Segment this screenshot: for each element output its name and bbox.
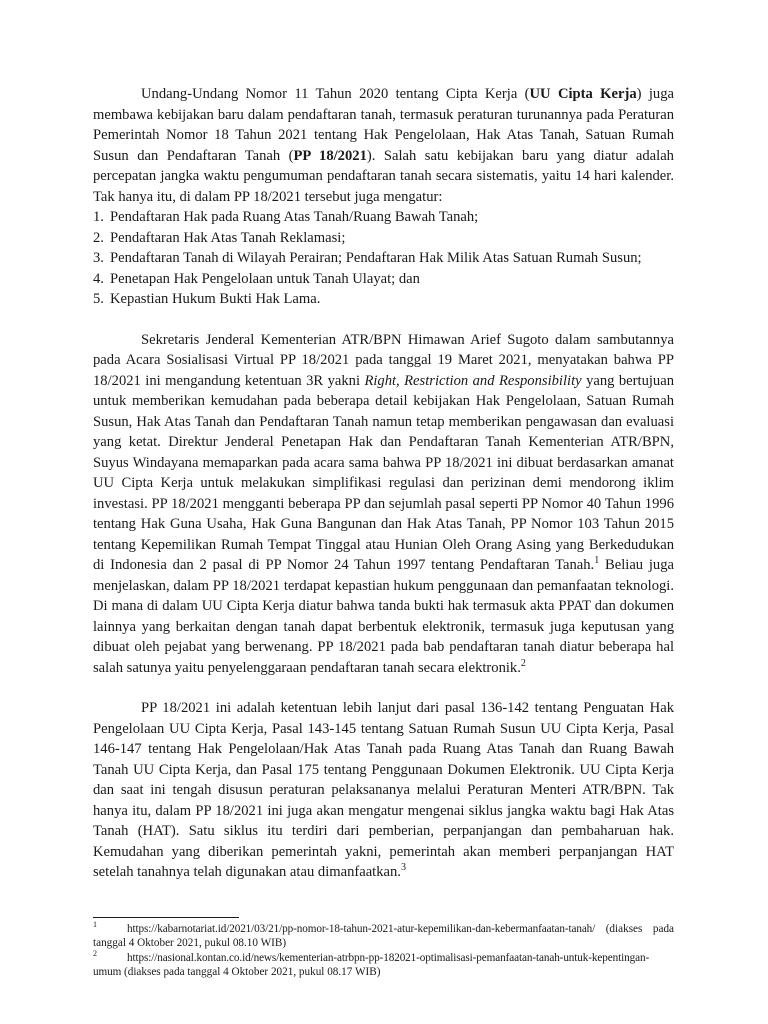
list-item: [93, 228, 674, 249]
list-number: 4.: [93, 270, 104, 287]
paragraph-gap: [93, 678, 674, 698]
numbered-list: [93, 207, 674, 310]
footnote-mark: 2: [93, 949, 97, 959]
footnote-link[interactable]: https://kabarnotariat.id/2021/03/21/pp-nomor-18-tahun-2021-atur-kepemilikan-dan-kebermanfaatan-tanah/: [127, 923, 596, 935]
paragraph-text: Undang-Undang Nomor 11 Tahun 2020 tentang Cipta Kerja (: [141, 86, 530, 102]
list-number: 3.: [93, 250, 104, 266]
list-text: Penetapan Hak Pengelolaan untuk Tanah Ulayat; dan: [110, 270, 420, 287]
footnote-reference[interactable]: 3: [400, 862, 406, 874]
list-text: Pendaftaran Tanah di Wilayah Perairan; Pendaftaran Hak Milik Atas Satuan Rumah Susun;: [110, 250, 642, 266]
paragraph-2: [93, 330, 674, 679]
list-text: Kepastian Hukum Bukti Hak Lama.: [110, 291, 321, 307]
list-item: [93, 269, 674, 290]
paragraph-text: yang bertujuan untuk memberikan kemudahan pada beberapa detail kebijakan Hak Pengelolaan, Satuan Rumah Susun, Hak Atas Tanah dan Pendaftaran Tanah namun tetap memberikan pengawasan dan evaluasi yang ketat. Direktur Jenderal Penetapan Hak dan Pendaftaran Tanah Kementerian ATR/BPN, Suyus Windayana memaparkan pada acara sama bahwa PP 18/2021 ini dibuat berdasarkan amanat UU Cipta Kerja untuk melakukan simplifikasi regulasi dan perizinan demi mendorong iklim investasi. PP 18/2021 mengganti beberapa PP dan sejumlah pasal seperti PP Nomor 40 Tahun 1996 tentang Hak Guna Usaha, Hak Guna Bangunan dan Hak Atas Tanah, PP Nomor 103 Tahun 2015 tentang Kepemilikan Rumah Tempat Tinggal atau Hunian Oleh Orang Asing yang Berkedudukan di Indonesia dan 2 pasal di PP Nomor 24 Tahun 1997 tentang Pendaftaran Tanah.: [93, 372, 674, 573]
paragraph-text: Beliau juga menjelaskan, dalam PP 18/2021 terdapat kepastian hukum penggunaan dan pemanfaatan teknologi. Di mana di dalam UU Cipta Kerja diatur bahwa tanda bukti hak termasuk akta PPAT dan dokumen lainnya yang berkaitan dengan tanah dapat berbentuk elektronik, termasuk juga keputusan yang dibuat oleh pejabat yang berwenang. PP 18/2021 pada bab pendaftaran tanah diatur beberapa hal salah satunya yaitu penyelenggaraan pendaftaran tanah secara elektronik.: [93, 557, 674, 676]
list-number: 2.: [93, 229, 104, 246]
italic-term: Right, Restriction and Responsibility: [364, 372, 582, 389]
footnote-note: (diakses pada tanggal 4 Oktober 2021, pukul 08.17 WIB): [124, 965, 381, 978]
paragraph-text: Sekretaris Jenderal Kementerian ATR/BPN Himawan Arief Sugoto dalam sambutannya pada Acara Sosialisasi Virtual PP 18/2021 pada tanggal 19 Maret 2021, menyatakan bahwa PP 18/2021 ini mengandung ketentuan 3R yakni: [93, 331, 674, 389]
document-body: [93, 84, 674, 883]
paragraph-3: [93, 698, 674, 883]
list-number: 1.: [93, 209, 104, 225]
footnotes: [93, 920, 674, 981]
footnote-reference[interactable]: 1: [594, 555, 600, 567]
list-number: 5.: [93, 291, 104, 307]
footnote-separator: [93, 917, 239, 918]
paragraph-text: ). Salah satu kebijakan baru yang diatur adalah percepatan jangka waktu pengumuman pendaftaran tanah secara sistematis, yaitu 14 hari kalender. Tak hanya itu, di dalam PP 18/2021 tersebut juga mengatur:: [93, 147, 674, 205]
list-item: [93, 207, 674, 228]
paragraph-gap: [93, 310, 674, 330]
bold-term: PP 18/2021: [293, 147, 367, 164]
footnote-1: [93, 920, 674, 950]
footnote-note: (diakses pada tanggal 4 Oktober 2021, pukul 08.10 WIB): [93, 923, 674, 949]
footnote-mark: 1: [93, 920, 97, 930]
list-text: Pendaftaran Hak Atas Tanah Reklamasi;: [110, 229, 346, 246]
list-item: [93, 289, 674, 310]
footnote-2: [93, 949, 674, 979]
paragraph-text: PP 18/2021 ini adalah ketentuan lebih lanjut dari pasal 136-142 tentang Penguatan Hak Pengelolaan UU Cipta Kerja, Pasal 143-145 tentang Satuan Rumah Susun UU Cipta Kerja, Pasal 146-147 tentang Hak Pengelolaan/Hak Atas Tanah pada Ruang Atas Tanah dan Ruang Bawah Tanah UU Cipta Kerja, dan Pasal 175 tentang Penggunaan Dokumen Elektronik. UU Cipta Kerja dan saat ini tengah disusun peraturan pelaksananya melalui Peraturan Menteri ATR/BPN. Tak hanya itu, dalam PP 18/2021 ini juga akan mengatur mengenai siklus jangka waktu bagi Hak Atas Tanah (HAT). Satu siklus itu terdiri dari pemberian, perpanjangan dan pembaharuan hak. Kemudahan yang diberikan pemerintah yakni, pemerintah akan memberi perpanjangan HAT setelah tanahnya telah digunakan atau dimanfaatkan.: [93, 700, 674, 880]
footnote-reference[interactable]: 2: [520, 657, 526, 669]
list-item: [93, 248, 674, 269]
footnote-link[interactable]: https://nasional.kontan.co.id/news/kementerian-atrbpn-pp-182021-optimalisasi-pemanfaatan-tanah-untuk-kepentingan-umum: [93, 952, 650, 978]
bold-term: UU Cipta Kerja: [529, 86, 637, 102]
paragraph-text: ) juga membawa kebijakan baru dalam pendaftaran tanah, termasuk peraturan turunannya pada Peraturan Pemerintah Nomor 18 Tahun 2021 tentang Hak Pengelolaan, Hak Atas Tanah, Satuan Rumah Susun dan Pendaftaran Tanah (: [93, 86, 674, 164]
paragraph-1: [93, 84, 674, 207]
list-text: Pendaftaran Hak pada Ruang Atas Tanah/Ruang Bawah Tanah;: [110, 209, 479, 225]
